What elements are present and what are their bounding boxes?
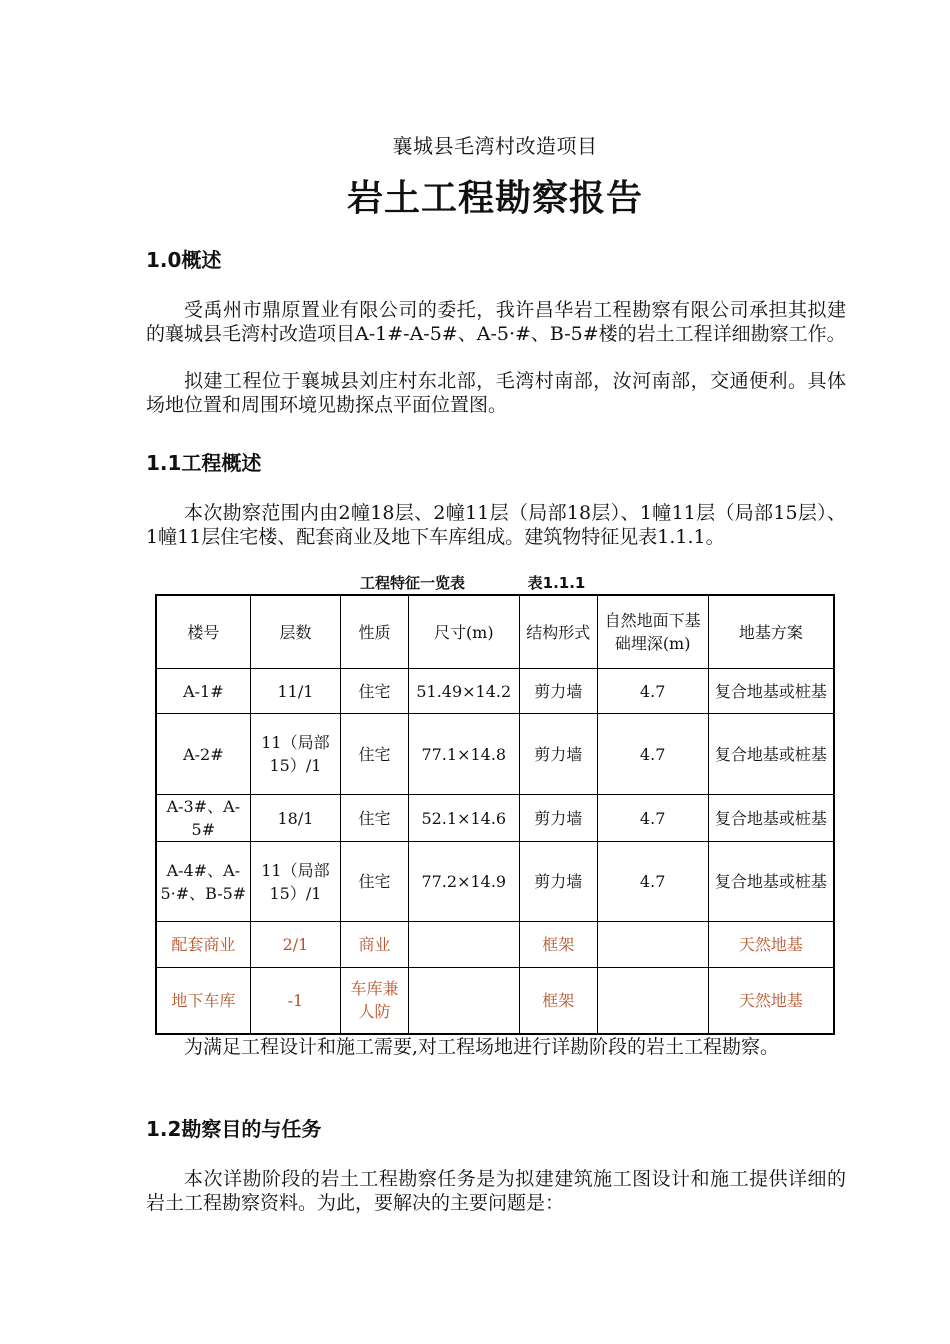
table-cell: 住宅 — [341, 795, 409, 842]
header-cell: 楼号 — [156, 595, 250, 669]
header-cell: 结构形式 — [519, 595, 597, 669]
overview-paragraph-2: 拟建工程位于襄城县刘庄村东北部，毛湾村南部，汝河南部，交通便利。具体场地位置和周围环境见勘探点平面位置图。 — [146, 370, 846, 416]
table-cell — [408, 968, 519, 1034]
table-cell — [597, 968, 708, 1034]
table-cell: 复合地基或桩基 — [708, 842, 834, 922]
table-cell: 18/1 — [250, 795, 340, 842]
header-cell: 尺寸(m) — [408, 595, 519, 669]
table-caption: 工程特征一览表 表1.1.1 — [360, 574, 586, 592]
project-subtitle: 襄城县毛湾村改造项目 — [392, 134, 598, 158]
table-row — [156, 714, 834, 795]
table-cell: 商业 — [341, 922, 409, 968]
table-cell: 地下车库 — [156, 968, 250, 1034]
table-cell: 天然地基 — [708, 922, 834, 968]
table-cell: -1 — [250, 968, 340, 1034]
table-cell: 剪力墙 — [519, 795, 597, 842]
table-header-row — [156, 595, 834, 669]
header-cell: 自然地面下基础埋深(m) — [597, 595, 708, 669]
table-row — [156, 842, 834, 922]
table-row — [156, 795, 834, 842]
header-cell: 地基方案 — [708, 595, 834, 669]
table-cell: 4.7 — [597, 669, 708, 714]
table-cell: 剪力墙 — [519, 842, 597, 922]
table-cell: 配套商业 — [156, 922, 250, 968]
report-title: 岩土工程勘察报告 — [346, 178, 643, 219]
table-cell: 剪力墙 — [519, 714, 597, 795]
table-cell: 77.2×14.9 — [408, 842, 519, 922]
purpose-paragraph-1: 本次详勘阶段的岩土工程勘察任务是为拟建建筑施工图设计和施工提供详细的岩土工程勘察资料。为此，要解决的主要问题是： — [146, 1168, 846, 1214]
table-cell: A-1# — [156, 669, 250, 714]
table-cell: 天然地基 — [708, 968, 834, 1034]
table-cell: 复合地基或桩基 — [708, 795, 834, 842]
project-paragraph-1: 本次勘察范围内由2幢18层、2幢11层（局部18层）、1幢11层（局部15层）、1幢11层住宅楼、配套商业及地下车库组成。建筑物特征见表1.1.1。 — [146, 502, 846, 548]
table-cell: 51.49×14.2 — [408, 669, 519, 714]
table-cell: 住宅 — [341, 842, 409, 922]
table-cell: 复合地基或桩基 — [708, 714, 834, 795]
section-heading-project: 1.1工程概述 — [146, 451, 262, 475]
table-cell: 剪力墙 — [519, 669, 597, 714]
header-cell: 层数 — [250, 595, 340, 669]
table-cell: 车库兼人防 — [341, 968, 409, 1034]
table-cell: 77.1×14.8 — [408, 714, 519, 795]
project-paragraph-2: 为满足工程设计和施工需要,对工程场地进行详勘阶段的岩土工程勘察。 — [184, 1036, 780, 1058]
table-cell: 4.7 — [597, 714, 708, 795]
table-row — [156, 968, 834, 1034]
table-cell: 住宅 — [341, 714, 409, 795]
table-cell: 框架 — [519, 968, 597, 1034]
table-cell: A-4#、A-5·#、B-5# — [156, 842, 250, 922]
table-cell: A-2# — [156, 714, 250, 795]
overview-paragraph-1: 受禹州市鼎原置业有限公司的委托，我许昌华岩工程勘察有限公司承担其拟建的襄城县毛湾村改造项目A-1#-A-5#、A-5·#、B-5#楼的岩土工程详细勘察工作。 — [146, 299, 846, 345]
table-row — [156, 922, 834, 968]
table-cell: 住宅 — [341, 669, 409, 714]
section-heading-overview: 1.0概述 — [146, 248, 222, 272]
table-cell: 11/1 — [250, 669, 340, 714]
table-row — [156, 669, 834, 714]
table-cell — [597, 922, 708, 968]
table-cell: 4.7 — [597, 842, 708, 922]
table-cell: 11（局部15）/1 — [250, 714, 340, 795]
table-cell: 11（局部15）/1 — [250, 842, 340, 922]
building-spec-table — [155, 594, 835, 1035]
table-cell: 4.7 — [597, 795, 708, 842]
table-cell: 复合地基或桩基 — [708, 669, 834, 714]
table-cell: 52.1×14.6 — [408, 795, 519, 842]
table-cell: 框架 — [519, 922, 597, 968]
header-cell: 性质 — [341, 595, 409, 669]
section-heading-purpose: 1.2勘察目的与任务 — [146, 1117, 322, 1141]
table-cell: A-3#、A-5# — [156, 795, 250, 842]
table-cell — [408, 922, 519, 968]
table-cell: 2/1 — [250, 922, 340, 968]
